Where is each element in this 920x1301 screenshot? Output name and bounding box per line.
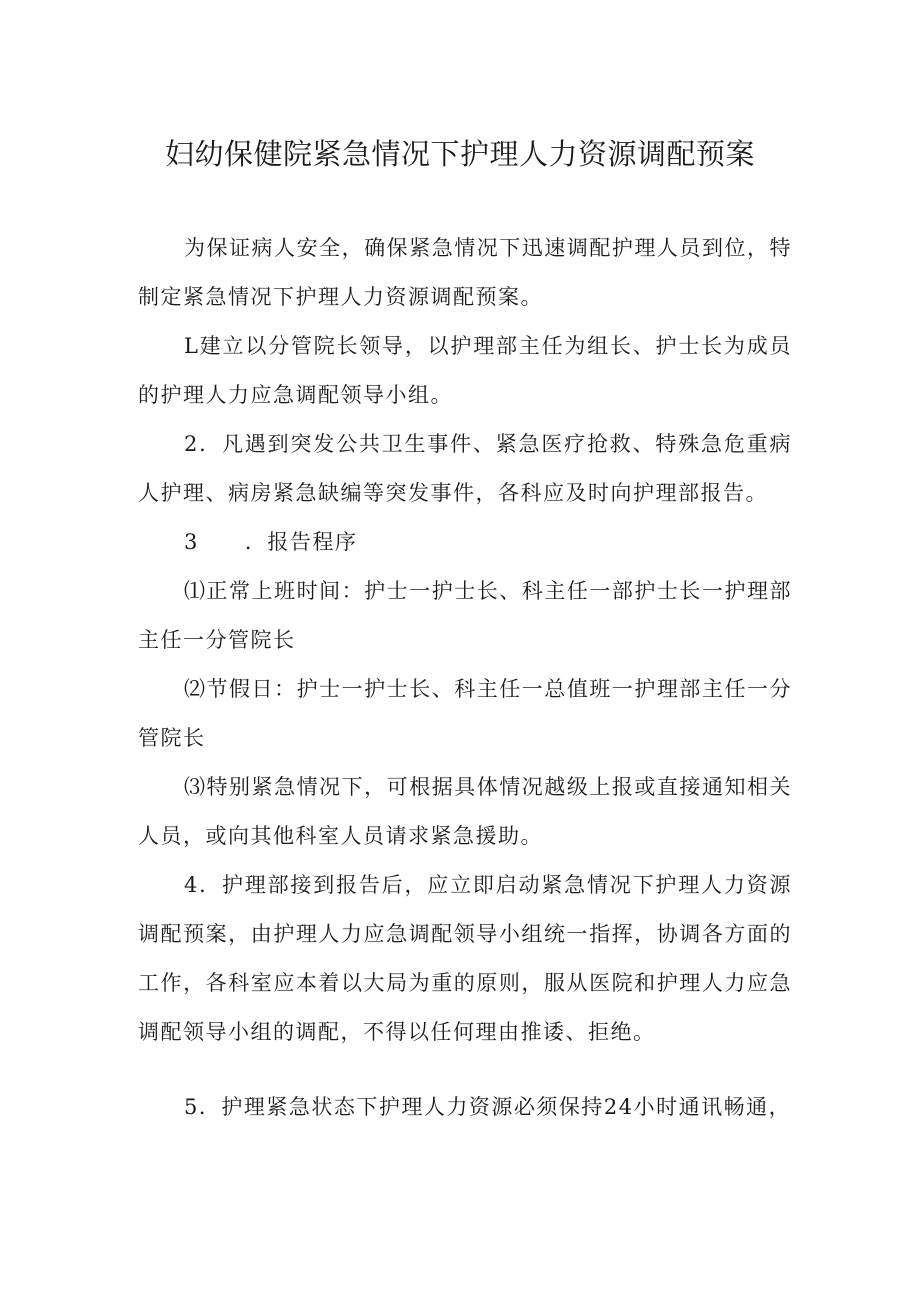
paragraph-item-3: [138, 518, 792, 567]
paragraph-item-2: 2．凡遇到突发公共卫生事件、紧急医疗抢救、特殊急危重病人护理、病房紧急缺编等突发事件，各科应及时向护理部报告。: [138, 432, 792, 505]
paragraph-item-5: 5．护理紧急状态下护理人力资源必须保持24小时通讯畅通，: [184, 1095, 792, 1119]
paragraph-intro: 为保证病人安全，确保紧急情况下迅速调配护理人员到位，特制定紧急情况下护理人力资源调配预案。: [138, 236, 792, 309]
item-3-text: ．报告程序: [244, 530, 358, 554]
document-title: 妇幼保健院紧急情况下护理人力资源调配预案: [164, 137, 755, 171]
paragraph-item-3-sub-3: ⑶特别紧急情况下，可根据具体情况越级上报或直接通知相关人员，或向其他科室人员请求紧急援助。: [138, 775, 792, 848]
paragraph-item-3-sub-1: ⑴正常上班时间：护士一护士长、科主任一部护士长一护理部主任一分管院长: [138, 579, 792, 652]
item-3-number: 3: [184, 530, 199, 554]
paragraph-item-4: 4．护理部接到报告后，应立即启动紧急情况下护理人力资源调配预案，由护理人力应急调配领导小组统一指挥，协调各方面的工作，各科室应本着以大局为重的原则，服从医院和护理人力应急调配领导小组的调配，不得以任何理由推诿、拒绝。: [138, 873, 792, 1044]
paragraph-item-3-sub-2: ⑵节假日：护士一护士长、科主任一总值班一护理部主任一分管院长: [138, 677, 792, 750]
paragraph-item-1: L建立以分管院长领导，以护理部主任为组长、护士长为成员的护理人力应急调配领导小组。: [138, 334, 792, 407]
